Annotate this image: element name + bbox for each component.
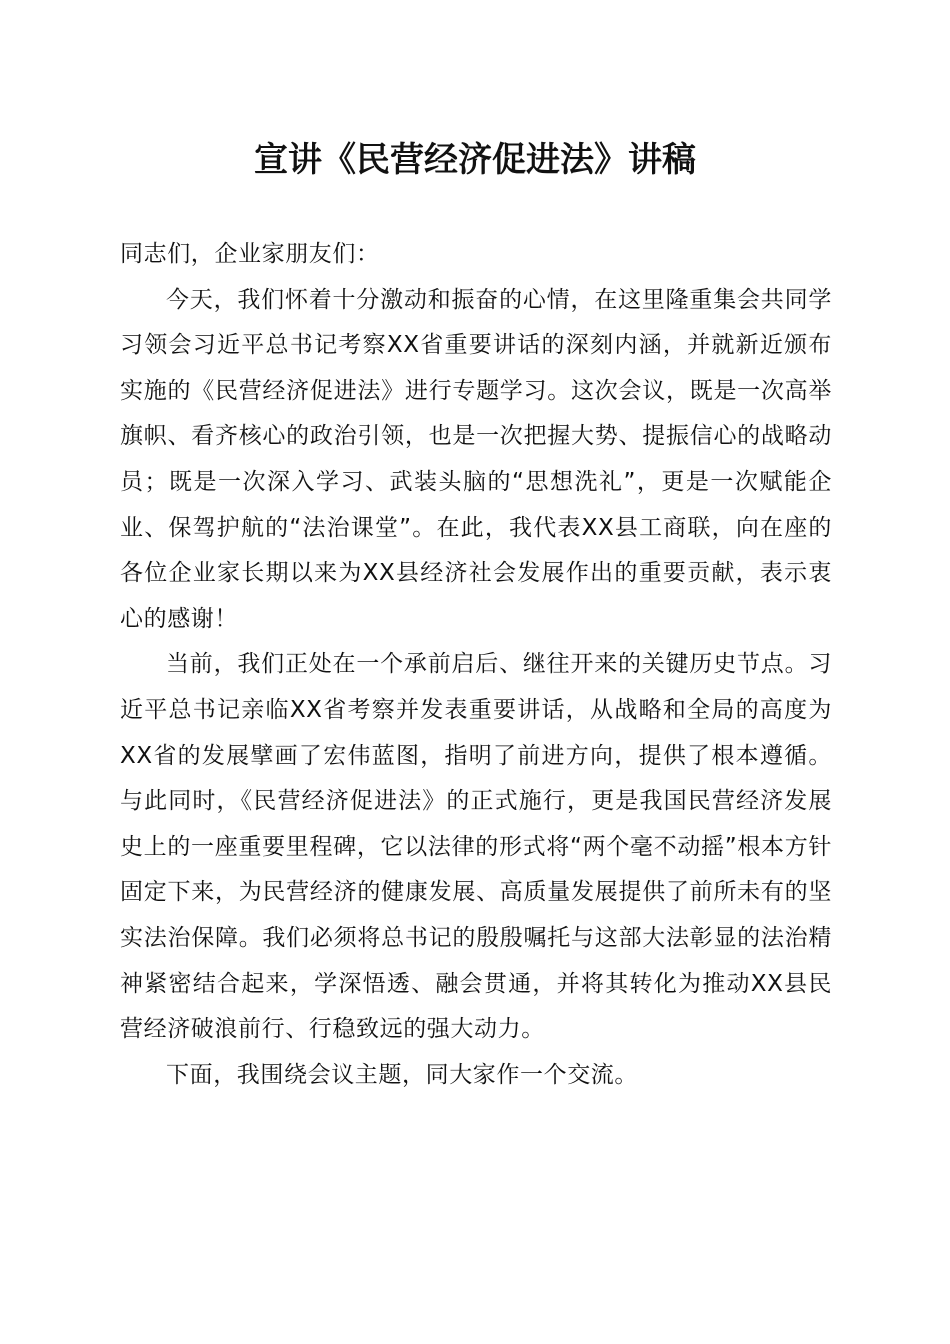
paragraph-transition: 下面，我围绕会议主题，同大家作一个交流。: [166, 1061, 638, 1088]
document-title: 宣讲《民营经济促进法》讲稿: [254, 140, 696, 180]
paragraph-context: 当前，我们正处在一个承前启后、继往开来的关键历史节点。习近平总书记亲临XX省考察并发表重要讲话，从战略和全局的高度为XX省的发展擘画了宏伟蓝图，指明了前进方向，提供了根本遵循。与此同时，《民营经济促进法》的正式施行，更是我国民营经济发展史上的一座重要里程碑，它以法律的形式将“两个毫不动摇”根本方针固定下来，为民营经济的健康发展、高质量发展提供了前所未有的坚实法治保障。我们必须将总书记的殷殷嘱托与这部大法彰显的法治精神紧密结合起来，学深悟透、融会贯通，并将其转化为推动XX县民营经济破浪前行、行稳致远的强大动力。: [120, 651, 832, 1043]
salutation: 同志们，企业家朋友们：: [120, 241, 380, 267]
document-body: [120, 232, 832, 1098]
paragraph-opening: 今天，我们怀着十分激动和振奋的心情，在这里隆重集会共同学习领会习近平总书记考察XX省重要讲话的深刻内涵，并就新近颁布实施的《民营经济促进法》进行专题学习。这次会议，既是一次高举旗帜、看齐核心的政治引领，也是一次把握大势、提振信心的战略动员；既是一次深入学习、武装头脑的“思想洗礼”，更是一次赋能企业、保驾护航的“法治课堂”。在此，我代表XX县工商联，向在座的各位企业家长期以来为XX县经济社会发展作出的重要贡献，表示衷心的感谢！: [120, 286, 832, 632]
